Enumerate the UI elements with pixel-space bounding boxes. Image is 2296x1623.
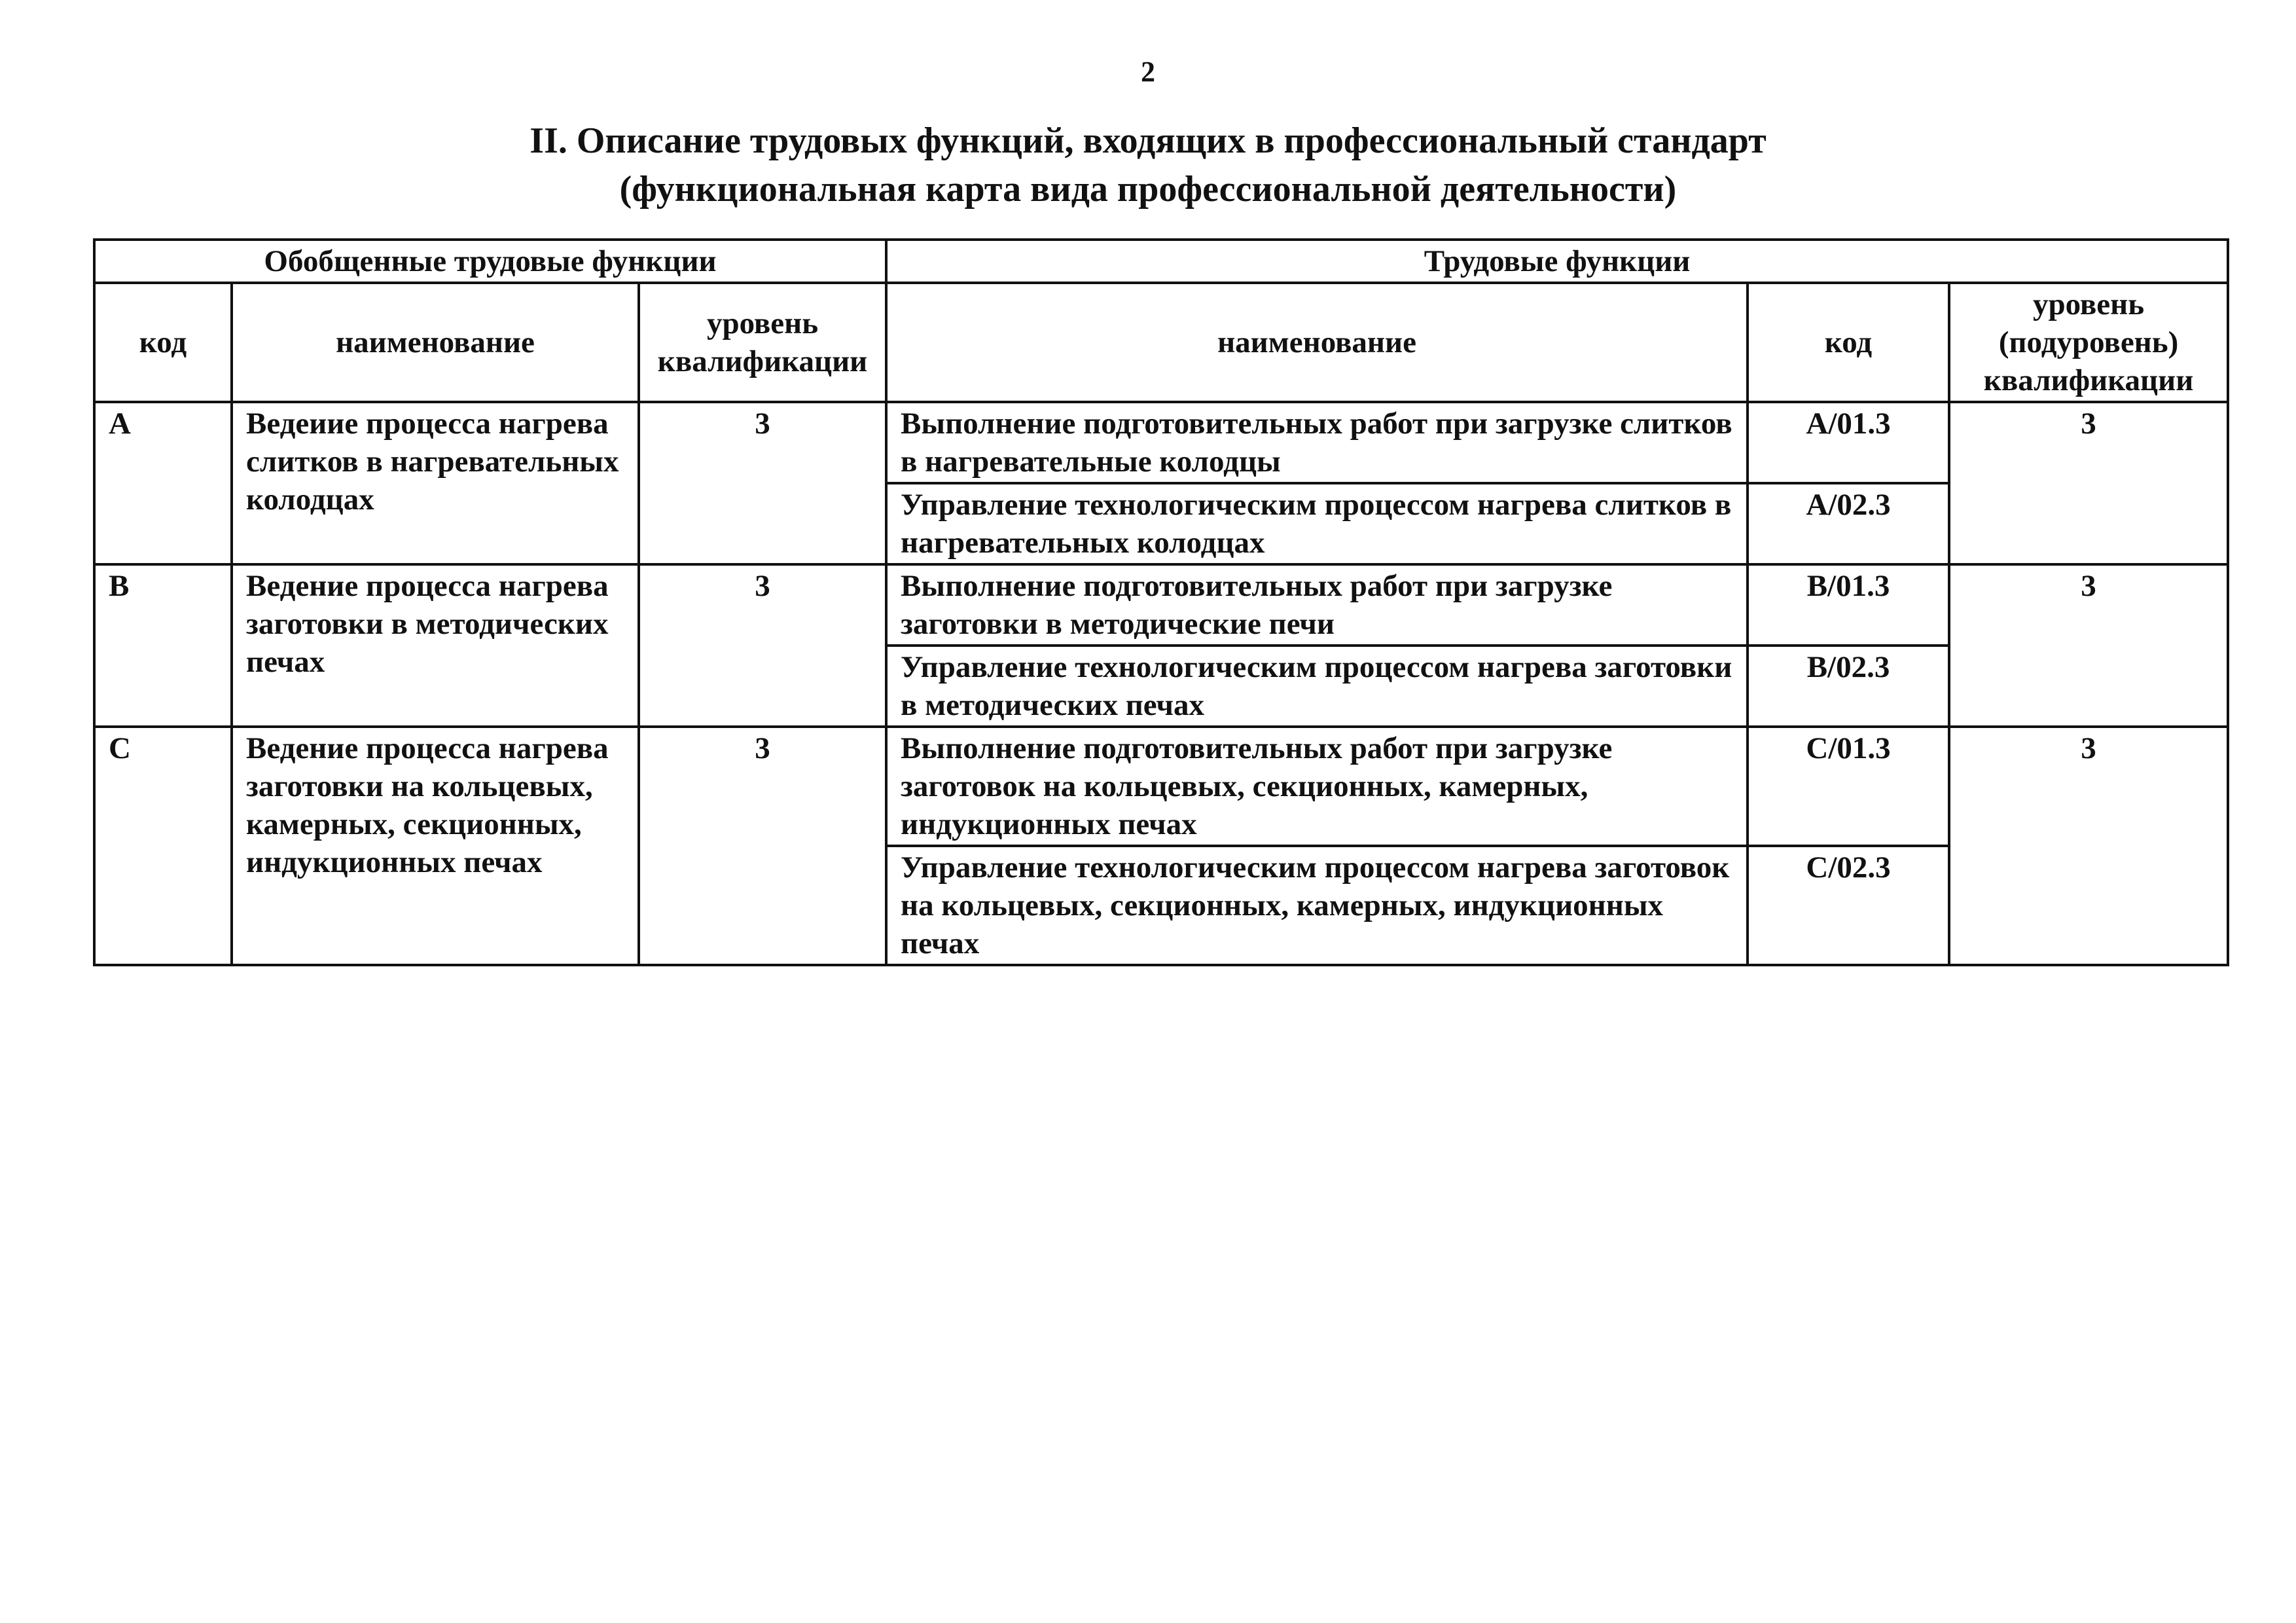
table-column-header-row bbox=[94, 283, 2228, 402]
labor-function-code: B/02.3 bbox=[1748, 646, 1949, 727]
labor-function-code: C/01.3 bbox=[1748, 727, 1949, 846]
page-number: 2 bbox=[1141, 56, 1155, 88]
labor-function-name: Управление технологическим процессом нагрева слитков в нагревательных колодцах bbox=[886, 483, 1748, 564]
table-row bbox=[94, 402, 2228, 483]
gen-function-level: 3 bbox=[639, 727, 886, 965]
gen-function-name: Ведение процесса нагрева заготовки на кольцевых, камерных, секционных, индукционных печах bbox=[232, 727, 639, 965]
labor-function-code: B/01.3 bbox=[1748, 564, 1949, 646]
labor-function-code: C/02.3 bbox=[1748, 846, 1949, 965]
gen-function-code: C bbox=[94, 727, 232, 965]
labor-function-name: Управление технологическим процессом нагрева заготовки в методических печах bbox=[886, 646, 1748, 727]
gen-function-level: 3 bbox=[639, 402, 886, 564]
labor-function-sublevel: 3 bbox=[1949, 727, 2228, 965]
labor-function-name: Выполнение подготовительных работ при загрузке слитков в нагревательные колодцы bbox=[886, 402, 1748, 483]
table-group-header-row bbox=[94, 240, 2228, 283]
gen-function-name: Ведеиие процесса нагрева слитков в нагревательных колодцах bbox=[232, 402, 639, 564]
gen-function-code: B bbox=[94, 564, 232, 727]
header-gen-name: наименование bbox=[232, 283, 639, 402]
section-title-line-1: II. Описание трудовых функций, входящих в профессиональный стандарт bbox=[529, 120, 1767, 161]
labor-function-sublevel: 3 bbox=[1949, 402, 2228, 564]
header-fn-code: код bbox=[1748, 283, 1949, 402]
header-fn-level: уровень (подуровень) квалификации bbox=[1949, 283, 2228, 402]
header-gen-level: уровень квалификации bbox=[639, 283, 886, 402]
section-title bbox=[0, 117, 2296, 213]
header-labor-functions: Трудовые функции bbox=[886, 240, 2228, 283]
labor-function-name: Выполнение подготовительных работ при загрузке заготовки в методические печи bbox=[886, 564, 1748, 646]
labor-function-code: A/02.3 bbox=[1748, 483, 1949, 564]
functional-map-table bbox=[93, 238, 2229, 966]
header-generalized-functions: Обобщенные трудовые функции bbox=[94, 240, 886, 283]
gen-function-level: 3 bbox=[639, 564, 886, 727]
labor-function-name: Управление технологическим процессом нагрева заготовок на кольцевых, секционных, камерных, индукционных печах bbox=[886, 846, 1748, 965]
gen-function-code: A bbox=[94, 402, 232, 564]
header-fn-name: наименование bbox=[886, 283, 1748, 402]
table-row bbox=[94, 564, 2228, 646]
labor-function-code: A/01.3 bbox=[1748, 402, 1949, 483]
header-gen-code: код bbox=[94, 283, 232, 402]
labor-function-sublevel: 3 bbox=[1949, 564, 2228, 727]
gen-function-name: Ведение процесса нагрева заготовки в методических печах bbox=[232, 564, 639, 727]
section-title-line-2: (функциональная карта вида профессиональной деятельности) bbox=[619, 169, 1677, 210]
labor-function-name: Выполнение подготовительных работ при загрузке заготовок на кольцевых, секционных, камерных, индукционных печах bbox=[886, 727, 1748, 846]
table-row bbox=[94, 727, 2228, 846]
